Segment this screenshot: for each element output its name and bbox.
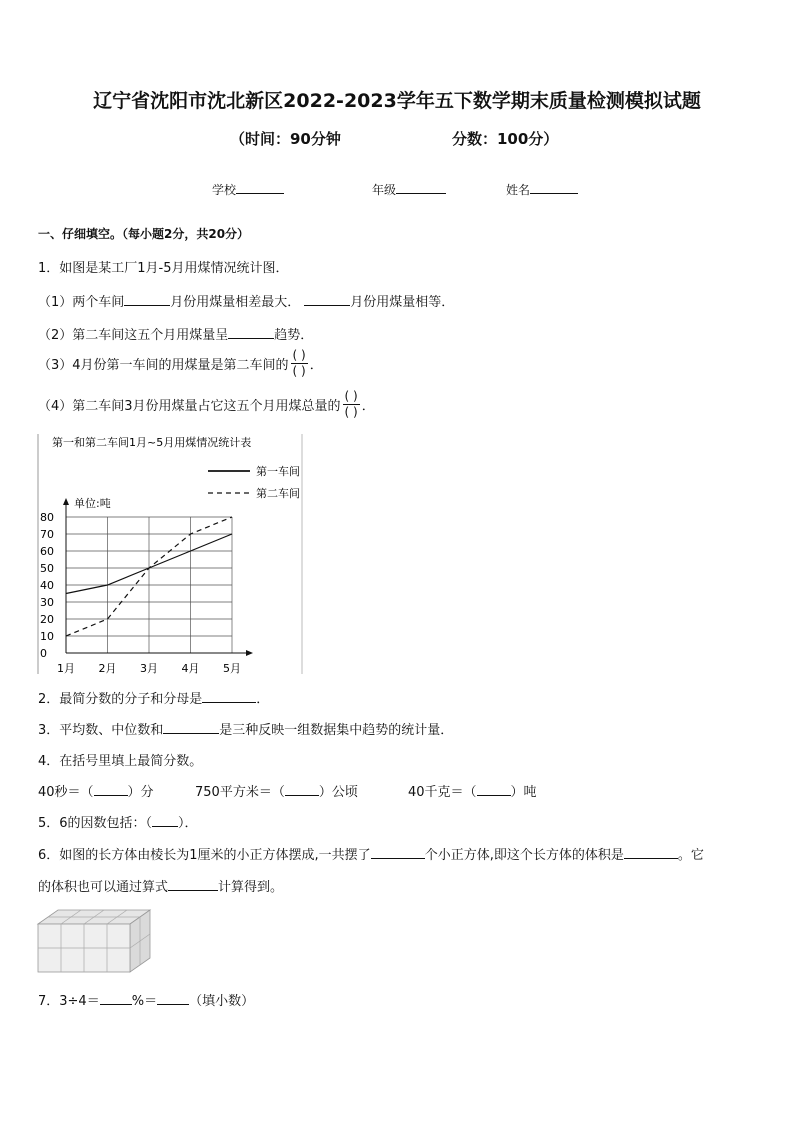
q5: 5．6的因数包括：（ ）． — [38, 816, 198, 831]
q1-sub4: （4）第二车间3月份用煤量占它这五个月用煤总量的 $\frac{( )}{( )}$ ． — [38, 389, 375, 419]
y-tick-label: 40 — [40, 579, 54, 592]
name-label: 姓名 — [506, 183, 531, 197]
x-axis-arrow — [246, 650, 253, 656]
x-tick-label: 1月 — [57, 662, 75, 675]
q4-stem: 4．在括号里填上最简分数。 — [38, 754, 203, 769]
grade-label: 年级 — [372, 183, 397, 197]
q4-c: 40千克＝（ ）吨 — [408, 785, 537, 800]
x-tick-label: 5月 — [223, 662, 241, 675]
page-title: 辽宁省沈阳市沈北新区2022-2023学年五下数学期末质量检测模拟试题 — [93, 90, 701, 112]
q4-a: 40秒＝（ ）分 — [38, 785, 154, 800]
y-tick-label: 80 — [40, 511, 54, 524]
section-heading: 一、仔细填空。（每小题2分，共20分） — [38, 227, 250, 241]
fraction-blank: $\frac{( )}{( )}$ — [292, 348, 306, 378]
legend-label-2: 第二车间 — [256, 487, 300, 500]
legend-label-1: 第一车间 — [256, 465, 300, 478]
q3: 3．平均数、中位数和 是三种反映一组数据集中趋势的统计量． — [38, 723, 454, 738]
plot-area — [40, 498, 253, 675]
fraction-blank: $\frac{( )}{( )}$ — [344, 389, 358, 419]
x-tick-label: 4月 — [181, 662, 200, 675]
time-limit: （时间：90分钟 — [230, 130, 341, 148]
q4-b: 750平方米＝（ ）公顷 — [195, 785, 358, 800]
q6-line1: 6．如图的长方体由棱长为1厘米的小正方体摆成,一共摆了 个小正方体,即这个长方体的体积是 。它 — [38, 848, 704, 863]
total-score: 分数：100分） — [452, 130, 559, 148]
q2: 2．最简分数的分子和分母是 ． — [38, 692, 270, 707]
school-label: 学校 — [212, 183, 237, 197]
cuboid-figure — [36, 904, 154, 978]
q1-stem: 1．如图是某工厂1月-5月用煤情况统计图． — [38, 261, 289, 276]
grade-field — [372, 181, 446, 198]
y-tick-label: 30 — [40, 596, 54, 609]
q1-sub2: （2）第二车间这五个月用煤量呈 趋势． — [38, 328, 314, 343]
coal-usage-line-chart — [36, 428, 308, 678]
y-tick-label: 60 — [40, 545, 54, 558]
y-axis-arrow — [63, 498, 69, 505]
name-field — [506, 181, 578, 198]
q1-sub1: （1）两个车间 月份用煤量相差最大． 月份用煤量相等． — [38, 295, 455, 310]
school-field — [212, 181, 284, 198]
chart-legend — [208, 464, 300, 500]
q6-line2: 的体积也可以通过算式 计算得到。 — [38, 880, 284, 895]
y-unit-label: 单位:吨 — [74, 497, 111, 510]
y-tick-label: 20 — [40, 613, 54, 626]
x-tick-label: 3月 — [140, 662, 158, 675]
q7: 7．3÷4＝ %＝ （填小数） — [38, 994, 255, 1009]
y-tick-label: 0 — [40, 647, 47, 660]
y-tick-label: 50 — [40, 562, 54, 575]
y-tick-label: 70 — [40, 528, 54, 541]
q1-sub3: （3）4月份第一车间的用煤量是第二车间的 $\frac{( )}{( )}$ ． — [38, 348, 323, 378]
chart-title: 第一和第二车间1月~5月用煤情况统计表 — [52, 436, 252, 449]
y-tick-label: 10 — [40, 630, 54, 643]
x-tick-label: 2月 — [98, 662, 117, 675]
